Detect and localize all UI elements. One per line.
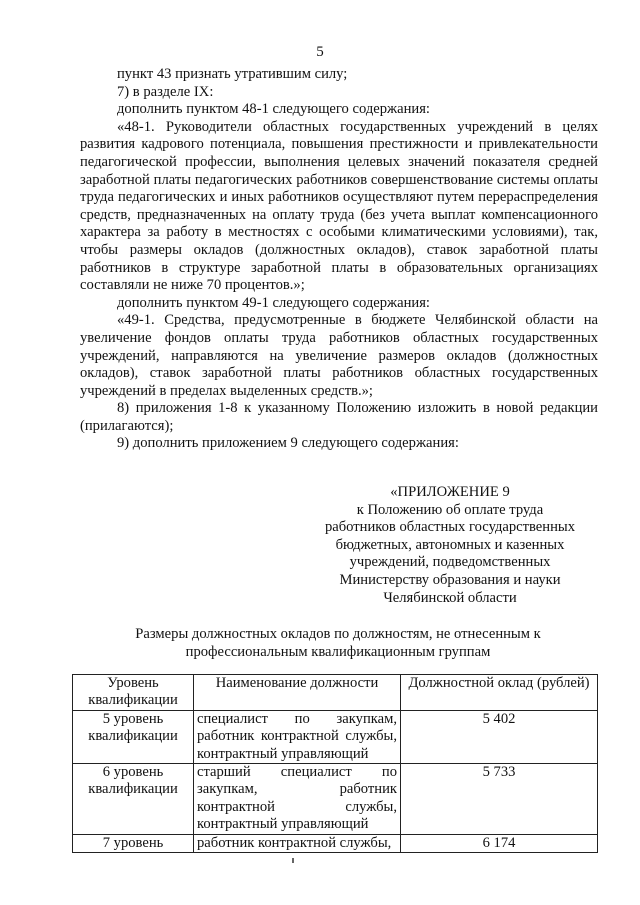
appendix-line: бюджетных, автономных и казенных <box>335 536 565 553</box>
cell-position: работник контрактной службы, <box>194 834 401 852</box>
cell-salary: 6 174 <box>401 834 598 852</box>
cell-level: 7 уровень <box>73 834 194 852</box>
paragraph: дополнить пунктом 48-1 следующего содержания: <box>117 101 430 118</box>
paragraph: 9) дополнить приложением 9 следующего содержания: <box>117 435 459 452</box>
appendix-line: Челябинской области <box>383 589 517 606</box>
appendix-line: к Положению об оплате труда <box>356 501 544 518</box>
table-header-row <box>73 675 598 711</box>
column-header-position: Наименование должности <box>194 675 401 711</box>
table-row <box>73 834 598 852</box>
appendix-line: Министерству образования и науки <box>339 571 561 588</box>
paragraph: «48-1. Руководители областных государственных учреждений в целях развития кадрового потенциала, повышения престижности и привлекательности педагогической профессии, выполнения целевых значений показателя средней заработной платы педагогических работников совершенствование системы оплаты труда педагогических и иных работников осуществляют путем перераспределения средств, предназначенных на оплату труда (без учета выплат компенсационного характера за работу в местностях с особыми климатическими условиями), так, чтобы размеры окладов (должностных окладов), ставок заработной платы работников в структуре заработной платы в образовательных организациях составляли не ниже 70 процентов.»; <box>80 118 598 294</box>
paragraph: пункт 43 признать утратившим силу; <box>117 66 348 82</box>
paragraph: «49-1. Средства, предусмотренные в бюджете Челябинской области на увеличение фондов оплаты труда работников областных государственных учреждений, направляются на увеличение размеров окладов (должностных окладов), ставок заработной платы работников областных государственных учреждений в пределах выделенных средств.»; <box>80 312 598 399</box>
table-row <box>73 764 598 835</box>
cell-level: 6 уровень квалификации <box>73 764 194 835</box>
table-row <box>73 710 598 763</box>
appendix-line: работников областных государственных <box>324 519 576 536</box>
cell-position: старший специалист по закупкам, работник контрактной службы, контрактный управляющий <box>194 764 401 835</box>
cell-level: 5 уровень квалификации <box>73 710 194 763</box>
cell-salary: 5 733 <box>401 764 598 835</box>
scan-mark <box>292 858 294 863</box>
column-header-level: Уровень квалификации <box>73 675 194 711</box>
appendix-line: «ПРИЛОЖЕНИЕ 9 <box>390 484 510 500</box>
paragraph: дополнить пунктом 49-1 следующего содержания: <box>117 294 430 311</box>
paragraph: 7) в разделе IX: <box>117 83 214 100</box>
column-header-salary: Должностной оклад (рублей) <box>401 675 598 711</box>
salary-table <box>72 674 598 853</box>
body-text <box>80 66 598 453</box>
cell-position: специалист по закупкам, работник контрактной службы, контрактный управляющий <box>194 710 401 763</box>
cell-salary: 5 402 <box>401 710 598 763</box>
appendix-line: учреждений, подведомственных <box>349 554 551 571</box>
page-number: 5 <box>316 44 324 60</box>
paragraph: 8) приложения 1-8 к указанному Положению изложить в новой редакции (прилагаются); <box>80 400 598 434</box>
appendix-header <box>300 484 600 607</box>
table-title: Размеры должностных окладов по должностям, не отнесенным к профессиональным квалификационным группам <box>135 626 541 660</box>
